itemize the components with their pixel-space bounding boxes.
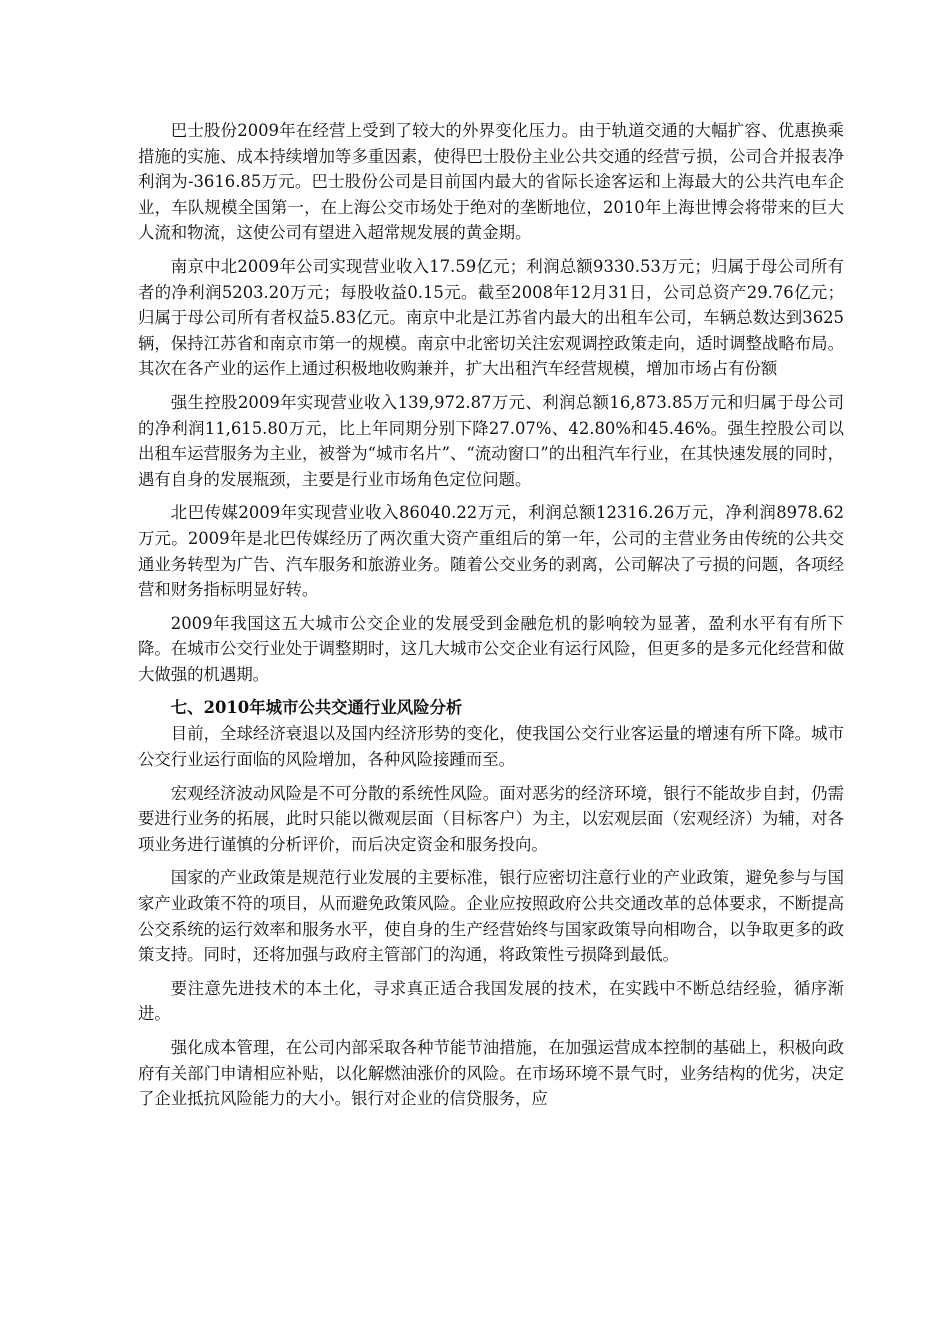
section-heading: 七、2010年城市公共交通行业风险分析: [170, 698, 463, 718]
paragraph-nanjing-zhongbei: 南京中北2009年公司实现营业收入17.59亿元；利润总额9330.53万元；归属于母公司所有者的净利润5203.20万元；每股收益0.15元。截至2008年12月31日，公司总资产29.76亿元；归属于母公司所有者权益5.83亿元。南京中北是江苏省内最大的出租车公司，车辆总数达到3625辆，保持江苏省和南京市第一的规模。南京中北密切关注宏观调控政策走向，适时调整战略布局。其次在各产业的运作上通过积极地收购兼并，扩大出租汽车经营规模，增加市场占有份额: [138, 256, 844, 379]
paragraph-bus-shares: 巴士股份2009年在经营上受到了较大的外界变化压力。由于轨道交通的大幅扩容、优惠换乘措施的实施、成本持续增加等多重因素，使得巴士股份主业公共交通的经营亏损，公司合并报表净利润为-3616.85万元。巴士股份公司是目前国内最大的省际长途客运和上海最大的公共汽电车企业，车队规模全国第一，在上海公交市场处于绝对的垄断地位，2010年上海世博会将带来的巨大人流和物流，这使公司有望进入超常规发展的黄金期。: [138, 121, 844, 243]
paragraph-technology: 要注意先进技术的本土化，寻求真正适合我国发展的技术，在实践中不断总结经验，循序渐进。: [138, 978, 844, 1024]
paragraph-cost-management: 强化成本管理，在公司内部采取各种节能节油措施，在加强运营成本控制的基础上，积极向政府有关部门申请相应补贴，以化解燃油涨价的风险。在市场环境不景气时，业务结构的优劣，决定了企业抵抗风险能力的大小。银行对企业的信贷服务，应: [138, 1038, 844, 1109]
paragraph-macro-risk: 宏观经济波动风险是不可分散的系统性风险。面对恶劣的经济环境，银行不能故步自封，仍需要进行业务的拓展，此时只能以微观层面（目标客户）为主，以宏观层面（宏观经济）为辅，对各项业务进行谨慎的分析评价，而后决定资金和服务投向。: [138, 783, 844, 854]
paragraph-beiba-media: 北巴传媒2009年实现营业收入86040.22万元，利润总额12316.26万元，净利润8978.62万元。2009年是北巴传媒经历了两次重大资产重组后的第一年，公司的主营业务由传统的公共交通业务转型为广告、汽车服务和旅游业务。随着公交业务的剥离，公司解决了亏损的问题，各项经营和财务指标明显好转。: [138, 503, 844, 600]
paragraph-summary: 2009年我国这五大城市公交企业的发展受到金融危机的影响较为显著，盈利水平有有所下降。在城市公交行业处于调整期时，这几大城市公交企业有运行风险，但更多的是多元化经营和做大做强的机遇期。: [138, 613, 844, 684]
paragraph-risk-intro: 目前，全球经济衰退以及国内经济形势的变化，使我国公交行业客运量的增速有所下降。城市公交行业运行面临的风险增加，各种风险接踵而至。: [138, 724, 844, 770]
document-page: [138, 118, 844, 1120]
paragraph-qiangsheng: 强生控股2009年实现营业收入139,972.87万元、利润总额16,873.85万元和归属于母公司的净利润11,615.80万元，比上年同期分别下降27.07%、42.80%和45.46%。强生控股公司以出租车运营服务为主业，被誉为“城市名片”、“流动窗口”的出租汽车行业，在其快速发展的同时，遇有自身的发展瓶颈，主要是行业市场角色定位问题。: [138, 392, 844, 489]
paragraph-policy-risk: 国家的产业政策是规范行业发展的主要标准，银行应密切注意行业的产业政策，避免参与与国家产业政策不符的项目，从而避免政策风险。企业应按照政府公共交通改革的总体要求，不断提高公交系统的运行效率和服务水平，使自身的生产经营始终与国家政策导向相吻合，以争取更多的政策支持。同时，还将加强与政府主管部门的沟通，将政策性亏损降到最低。: [138, 868, 844, 965]
